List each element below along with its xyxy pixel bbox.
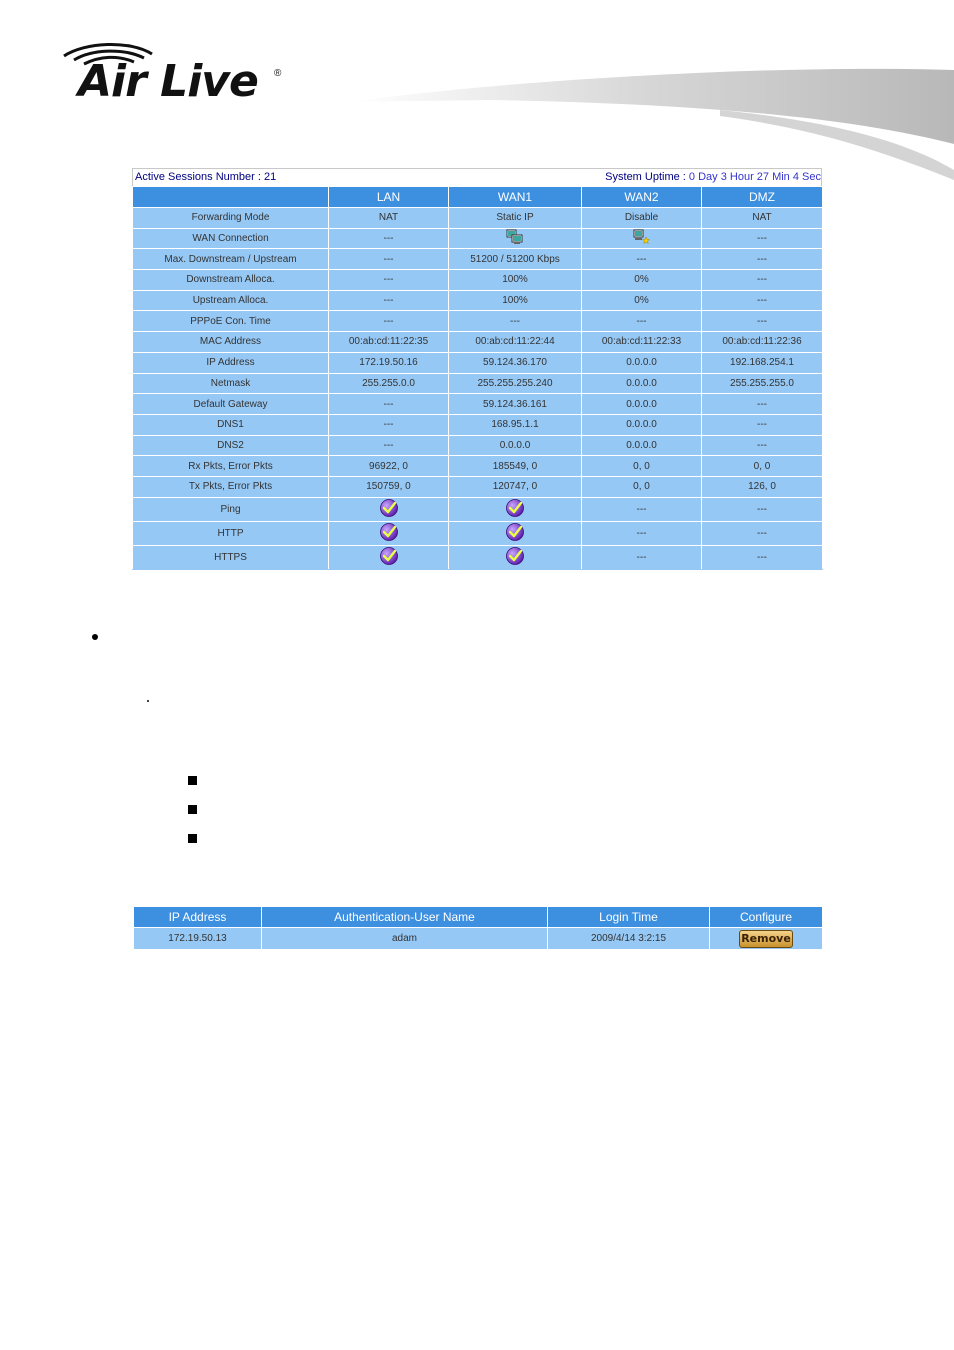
table-cell xyxy=(582,521,702,545)
cell-text: 96922, 0 xyxy=(369,460,408,472)
table-cell xyxy=(702,497,823,521)
table-cell xyxy=(329,249,449,270)
table-cell xyxy=(582,332,702,353)
ip-address-cell: 172.19.50.13 xyxy=(134,928,262,950)
table-row xyxy=(133,332,823,353)
row-label: WAN Connection xyxy=(133,228,329,249)
cell-text: NAT xyxy=(752,212,772,224)
cell-text: --- xyxy=(757,233,767,245)
table-cell xyxy=(449,332,582,353)
cell-text: 59.124.36.161 xyxy=(483,398,547,410)
cell-text: --- xyxy=(757,295,767,307)
cell-text: --- xyxy=(383,253,394,265)
table-cell xyxy=(449,208,582,229)
table-cell xyxy=(702,414,823,435)
uptime-value: 0 Day 3 Hour 27 Min 4 Sec xyxy=(688,171,821,183)
table-cell xyxy=(329,373,449,394)
table-cell xyxy=(582,270,702,291)
header-cell-blank xyxy=(133,187,329,208)
row-label: DNS1 xyxy=(133,414,329,435)
cell-text: 192.168.254.1 xyxy=(730,357,794,369)
logo-text: Air Live xyxy=(78,56,258,107)
table-cell xyxy=(582,208,702,229)
check-icon xyxy=(505,546,525,569)
cell-text: 255.255.0.0 xyxy=(362,377,415,389)
cell-text: --- xyxy=(636,315,647,327)
table-cell xyxy=(449,290,582,311)
row-label: Forwarding Mode xyxy=(133,208,329,229)
sessions-value: 21 xyxy=(264,171,277,183)
small-dot xyxy=(147,700,149,702)
auth-users-panel xyxy=(133,906,822,950)
cell-text: 100% xyxy=(502,295,528,307)
remove-button[interactable]: Remove xyxy=(739,930,793,948)
table-row xyxy=(133,497,823,521)
cell-text: 185549, 0 xyxy=(492,460,538,472)
interface-status-table xyxy=(132,186,823,570)
cell-text: 0.0.0.0 xyxy=(626,357,657,369)
cell-text: 0% xyxy=(634,295,649,307)
cell-text: 0, 0 xyxy=(633,481,650,493)
table-cell xyxy=(702,228,823,249)
uptime-label: System Uptime : xyxy=(605,171,689,183)
cell-text: 00:ab:cd:11:22:36 xyxy=(722,336,802,348)
cell-text: 120747, 0 xyxy=(492,481,538,493)
cell-text: --- xyxy=(636,527,647,539)
row-label: Default Gateway xyxy=(133,394,329,415)
cell-text: --- xyxy=(757,253,767,265)
cell-text: Disable xyxy=(624,212,659,224)
row-label: Downstream Alloca. xyxy=(133,270,329,291)
cell-text: Static IP xyxy=(496,212,534,224)
cell-text: --- xyxy=(757,274,767,286)
cell-text: --- xyxy=(757,551,767,563)
table-cell xyxy=(449,270,582,291)
row-label: Ping xyxy=(133,497,329,521)
auth-users-table xyxy=(133,906,823,950)
table-row xyxy=(134,928,823,950)
cell-text: 168.95.1.1 xyxy=(491,419,539,431)
row-label: HTTP xyxy=(133,521,329,545)
table-row xyxy=(133,394,823,415)
row-label: HTTPS xyxy=(133,545,329,569)
check-icon xyxy=(379,546,399,569)
table-cell xyxy=(582,545,702,569)
table-cell xyxy=(582,228,702,249)
table-cell xyxy=(702,521,823,545)
table-cell xyxy=(702,311,823,332)
table-row xyxy=(133,545,823,569)
configure-cell xyxy=(710,928,823,950)
bullet-dot xyxy=(92,634,98,640)
square-bullet xyxy=(188,834,197,843)
row-label: Upstream Alloca. xyxy=(133,290,329,311)
table-cell xyxy=(702,249,823,270)
table-row xyxy=(133,249,823,270)
square-bullet xyxy=(188,805,197,814)
table-cell xyxy=(702,270,823,291)
table-cell xyxy=(582,352,702,373)
system-uptime xyxy=(605,169,821,185)
table-cell xyxy=(449,228,582,249)
cell-text: 126, 0 xyxy=(748,481,776,493)
cell-text: --- xyxy=(510,315,520,327)
user-name-cell: adam xyxy=(262,928,548,950)
table-cell xyxy=(582,373,702,394)
cell-text: --- xyxy=(757,439,767,451)
row-label: Netmask xyxy=(133,373,329,394)
cell-text: 0.0.0.0 xyxy=(499,439,531,451)
table-cell xyxy=(449,497,582,521)
table-cell xyxy=(582,290,702,311)
table-row xyxy=(133,270,823,291)
cell-text: --- xyxy=(383,398,394,410)
table-cell xyxy=(329,290,449,311)
cell-text: --- xyxy=(636,503,647,515)
table-cell xyxy=(329,311,449,332)
cell-text: --- xyxy=(383,439,394,451)
table-cell xyxy=(329,208,449,229)
check-icon xyxy=(505,522,525,545)
table-cell xyxy=(449,311,582,332)
row-label: DNS2 xyxy=(133,435,329,456)
table-cell xyxy=(449,456,582,477)
table-cell xyxy=(449,352,582,373)
table-row xyxy=(133,352,823,373)
table-cell xyxy=(582,435,702,456)
registered-mark: ® xyxy=(274,68,282,79)
table-cell xyxy=(702,476,823,497)
square-bullet xyxy=(188,776,197,785)
table-cell xyxy=(702,208,823,229)
table-cell xyxy=(449,545,582,569)
row-label: IP Address xyxy=(133,352,329,373)
table-row xyxy=(133,228,823,249)
cell-text: --- xyxy=(757,527,767,539)
table-cell xyxy=(582,394,702,415)
table-row xyxy=(133,311,823,332)
table-cell xyxy=(329,228,449,249)
table-cell xyxy=(702,394,823,415)
table-row xyxy=(133,414,823,435)
cell-text: 100% xyxy=(502,274,528,286)
cell-text: 255.255.255.240 xyxy=(477,377,553,389)
cell-text: NAT xyxy=(378,212,399,224)
row-label: Tx Pkts, Error Pkts xyxy=(133,476,329,497)
cell-text: --- xyxy=(383,295,394,307)
cell-text: 172.19.50.16 xyxy=(359,357,418,369)
table-cell xyxy=(702,352,823,373)
table-cell xyxy=(702,332,823,353)
cell-text: 0, 0 xyxy=(633,460,650,472)
table-cell xyxy=(449,476,582,497)
cell-text: 00:ab:cd:11:22:33 xyxy=(601,336,682,348)
table-cell xyxy=(582,311,702,332)
table-cell xyxy=(449,373,582,394)
network-connected-icon xyxy=(506,229,524,248)
table-cell xyxy=(582,476,702,497)
sessions-label: Active Sessions Number : xyxy=(135,171,264,183)
table-cell xyxy=(449,414,582,435)
header-configure: Configure xyxy=(710,907,823,928)
table-cell xyxy=(329,352,449,373)
header-cell-wan1: WAN1 xyxy=(449,187,582,208)
table-cell xyxy=(702,545,823,569)
table-cell xyxy=(449,435,582,456)
table-cell xyxy=(329,394,449,415)
table-cell xyxy=(702,456,823,477)
header-cell-wan2: WAN2 xyxy=(582,187,702,208)
cell-text: 0, 0 xyxy=(753,460,771,472)
table-row xyxy=(133,435,823,456)
row-label: PPPoE Con. Time xyxy=(133,311,329,332)
table-cell xyxy=(329,270,449,291)
table-cell xyxy=(582,249,702,270)
header-ip-address: IP Address xyxy=(134,907,262,928)
check-icon xyxy=(379,522,399,545)
row-label: Rx Pkts, Error Pkts xyxy=(133,456,329,477)
cell-text: --- xyxy=(757,315,767,327)
cell-text: 0.0.0.0 xyxy=(626,439,657,451)
table-cell xyxy=(702,435,823,456)
cell-text: 00:ab:cd:11:22:44 xyxy=(475,336,555,348)
check-icon xyxy=(379,498,399,521)
cell-text: --- xyxy=(383,315,394,327)
cell-text: 0.0.0.0 xyxy=(626,377,657,389)
airlive-logo xyxy=(60,40,290,110)
network-disconnected-icon xyxy=(633,229,651,248)
login-time-cell: 2009/4/14 3:2:15 xyxy=(548,928,710,950)
cell-text: 51200 / 51200 Kbps xyxy=(470,253,560,265)
table-header-row xyxy=(133,187,823,208)
cell-text: 0% xyxy=(634,274,649,286)
table-cell xyxy=(582,414,702,435)
table-row xyxy=(133,373,823,394)
table-cell xyxy=(329,332,449,353)
table-cell xyxy=(329,414,449,435)
table-cell xyxy=(329,521,449,545)
status-panel xyxy=(132,168,822,570)
row-label: MAC Address xyxy=(133,332,329,353)
cell-text: --- xyxy=(636,253,647,265)
row-label: Max. Downstream / Upstream xyxy=(133,249,329,270)
cell-text: --- xyxy=(383,274,394,286)
table-cell xyxy=(582,497,702,521)
table-cell xyxy=(702,290,823,311)
table-cell xyxy=(449,394,582,415)
cell-text: 255.255.255.0 xyxy=(730,377,794,389)
cell-text: --- xyxy=(383,419,394,431)
cell-text: 00:ab:cd:11:22:35 xyxy=(348,336,429,348)
table-header-row xyxy=(134,907,823,928)
table-row xyxy=(133,208,823,229)
cell-text: 0.0.0.0 xyxy=(626,398,657,410)
check-icon xyxy=(505,498,525,521)
table-cell xyxy=(449,249,582,270)
table-cell xyxy=(329,435,449,456)
table-cell xyxy=(329,497,449,521)
cell-text: --- xyxy=(636,551,647,563)
header-auth-user-name: Authentication-User Name xyxy=(262,907,548,928)
header-swoosh-graphic xyxy=(340,60,954,180)
table-row xyxy=(133,456,823,477)
table-row xyxy=(133,521,823,545)
table-cell xyxy=(449,521,582,545)
cell-text: 150759, 0 xyxy=(366,481,411,493)
cell-text: --- xyxy=(757,503,767,515)
cell-text: --- xyxy=(757,419,767,431)
active-sessions xyxy=(135,169,276,185)
header-login-time: Login Time xyxy=(548,907,710,928)
table-cell xyxy=(582,456,702,477)
table-cell xyxy=(329,545,449,569)
cell-text: --- xyxy=(383,233,394,245)
status-bar xyxy=(132,168,822,186)
cell-text: 0.0.0.0 xyxy=(626,419,657,431)
cell-text: --- xyxy=(757,398,767,410)
table-cell xyxy=(702,373,823,394)
header-cell-dmz: DMZ xyxy=(702,187,823,208)
table-cell xyxy=(329,456,449,477)
cell-text: 59.124.36.170 xyxy=(483,357,547,369)
table-row xyxy=(133,476,823,497)
table-row xyxy=(133,290,823,311)
table-cell xyxy=(329,476,449,497)
header-cell-lan: LAN xyxy=(329,187,449,208)
